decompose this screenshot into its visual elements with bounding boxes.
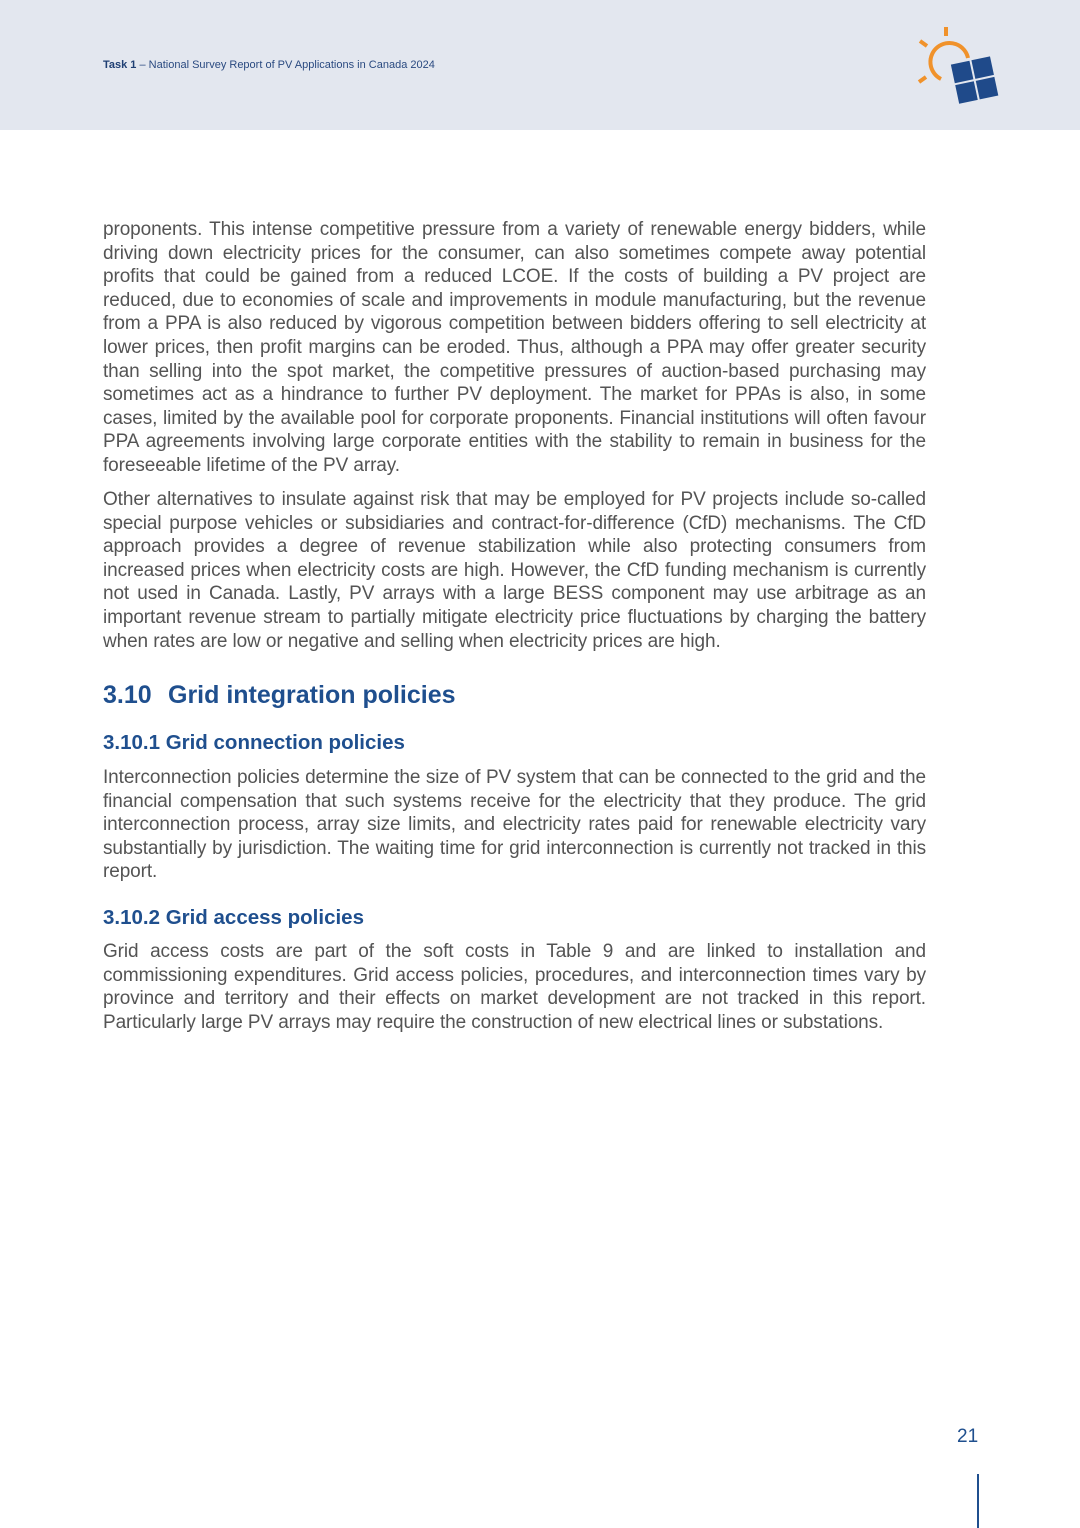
page-number: 21 <box>957 1426 979 1447</box>
body-paragraph: Interconnection policies determine the size of PV system that can be connected to the grid and the financial compensation that such systems receive for the electricity that they produce. The grid interconnection process, array size limits, and electricity rates paid for renewable electricity vary substantially by jurisdiction. The waiting time for grid interconnection is currently not tracked in this report. <box>103 767 926 883</box>
report-title: – National Survey Report of PV Applications in Canada 2024 <box>136 59 435 71</box>
body-paragraph: Other alternatives to insulate against risk that may be employed for PV projects include so-called special purpose vehicles or subsidiaries and contract-for-difference (CfD) mechanisms. The CfD approach provides a degree of revenue stabilization while also protecting consumers from increased prices when electricity costs are high. However, the CfD funding mechanism is currently not used in Canada. Lastly, PV arrays with a large BESS component may use arbitrage as an important revenue stream to partially mitigate electricity price fluctuations by charging the battery when rates are low or negative and selling when electricity prices are high. <box>103 489 926 652</box>
subsection-heading: 3.10.1 Grid connection policies <box>103 731 405 754</box>
running-header <box>103 59 435 71</box>
subsection-heading: 3.10.2 Grid access policies <box>103 906 364 929</box>
section-heading <box>103 681 456 710</box>
section-number: 3.10 <box>103 681 152 709</box>
body-paragraph: Grid access costs are part of the soft costs in Table 9 and are linked to installation and commissioning expenditures. Grid access policies, procedures, and interconnection times vary by province and territory and their effects on market development are not tracked in this report. Particularly large PV arrays may require the construction of new electrical lines or substations. <box>103 941 926 1033</box>
page-header <box>0 0 1080 130</box>
task-label: Task 1 <box>103 59 137 71</box>
section-title: Grid integration policies <box>168 681 456 709</box>
footer-divider <box>977 1474 979 1528</box>
sun-solar-panel-logo-icon <box>905 24 1005 114</box>
body-paragraph: proponents. This intense competitive pressure from a variety of renewable energy bidders, while driving down electricity prices for the consumer, can also sometimes compete away potential profits that could be gained from a reduced LCOE. If the costs of building a PV project are reduced, due to economies of scale and improvements in module manufacturing, but the revenue from a PPA is also reduced by vigorous competition between bidders offering to sell electricity at lower prices, then profit margins can be eroded. Thus, although a PPA may offer greater security than selling into the spot market, the competitive pressures of auction-based purchasing may sometimes act as a hindrance to further PV deployment. The market for PPAs is also, in some cases, limited by the available pool for corporate proponents. Financial institutions will often favour PPA agreements involving large corporate entities with the stability to remain in business for the foreseeable lifetime of the PV array. <box>103 219 926 476</box>
